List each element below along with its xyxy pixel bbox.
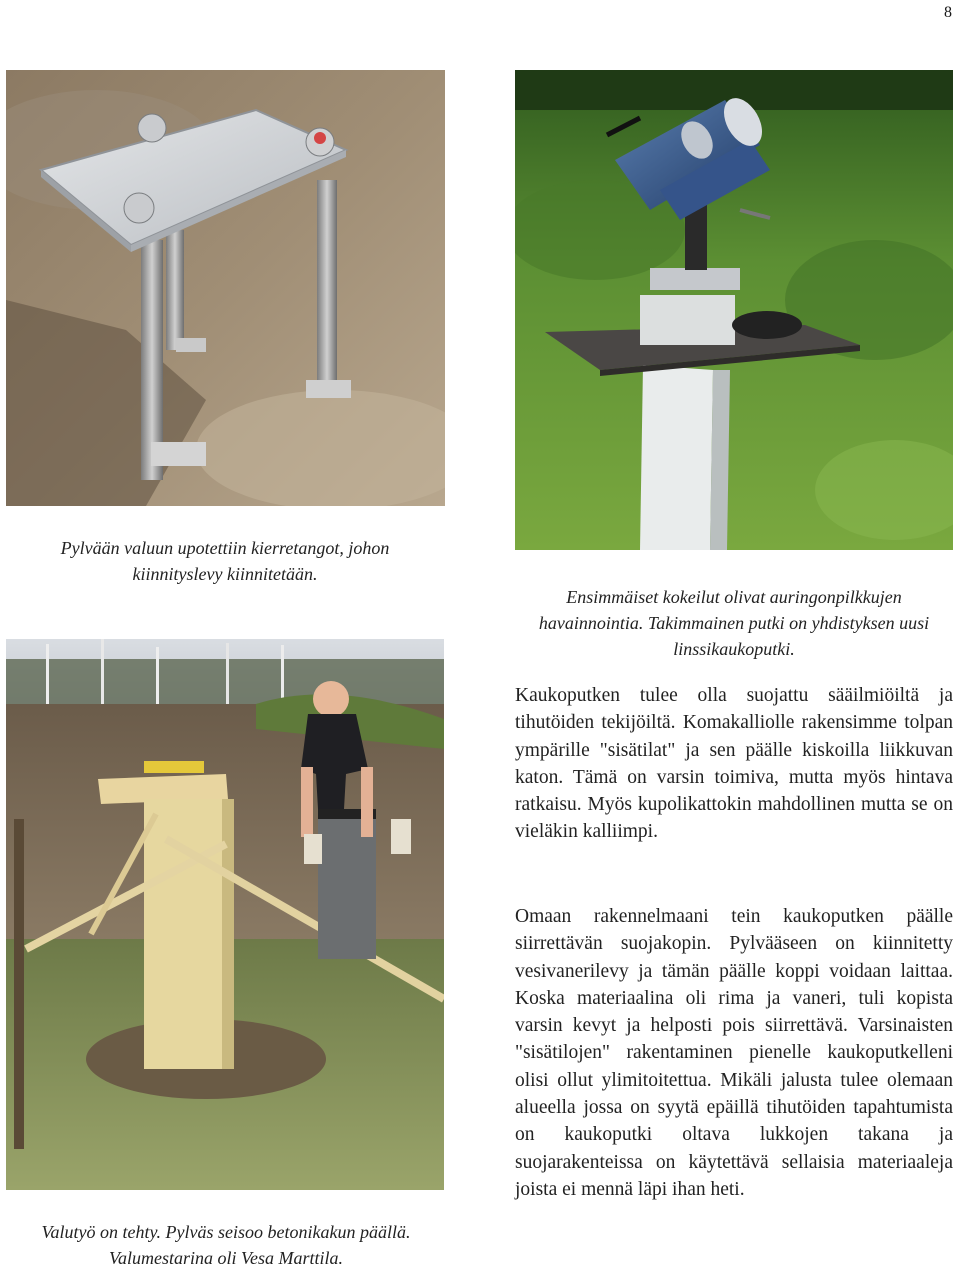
- body-paragraph-2: Omaan rakennelmaani tein kaukoputken päälle siirrettävän suojakopin. Pylvääseen on kiinnitetty vesivanerilevy ja tämän päälle koppi voidaan laittaa. Koska materiaalina oli rima ja vaneri, tuli kopista varsin kevyt ja helposti pois siirrettävä. Varsinaisten "sisätilojen" rakentaminen pienelle kaukoputkelleni olisi ollut ylimitoitettua. Mikäli jalusta tulee olemaan alueella jossa on syytä epäillä tihutöiden tapahtumista on kaukoputki oltava lukkojen takana ja suojarakenteissa on käytettävä sellaisia materiaaleja joista ei mennä läpi ihan heti.: [515, 906, 953, 1200]
- plate-photo-caption: Pylvään valuun upotettiin kierretangot, johon kiinnityslevy kiinnitetään.: [60, 538, 390, 584]
- body-paragraph-1: Kaukoputken tulee olla suojattu sääilmiöiltä ja tihutöiden tekijöiltä. Komakalliolle rakensimme tolpan ympärille "sisätilat" ja sen päälle kiskoilla liikkuvan katon. Tämä on varsin toimiva, mutta myös hintava ratkaisu. Myös kupolikattokin mahdollinen mutta se on vieläkin kalliimpi.: [515, 685, 953, 843]
- telescope-photo-caption: Ensimmäiset kokeilut olivat auringonpilkkujen havainnointia. Takimmainen putki on yhdistyksen uusi linssikaukoputki.: [538, 587, 930, 659]
- pillar-casting-photo: [6, 639, 444, 1190]
- telescope-on-pillar-photo: [515, 70, 953, 550]
- page-number: 8: [944, 4, 952, 21]
- casting-photo-caption: Valutyö on tehty. Pylväs seisoo betonikakun päällä. Valumestarina oli Vesa Marttila.: [41, 1222, 411, 1268]
- mounting-plate-photo: [6, 70, 445, 506]
